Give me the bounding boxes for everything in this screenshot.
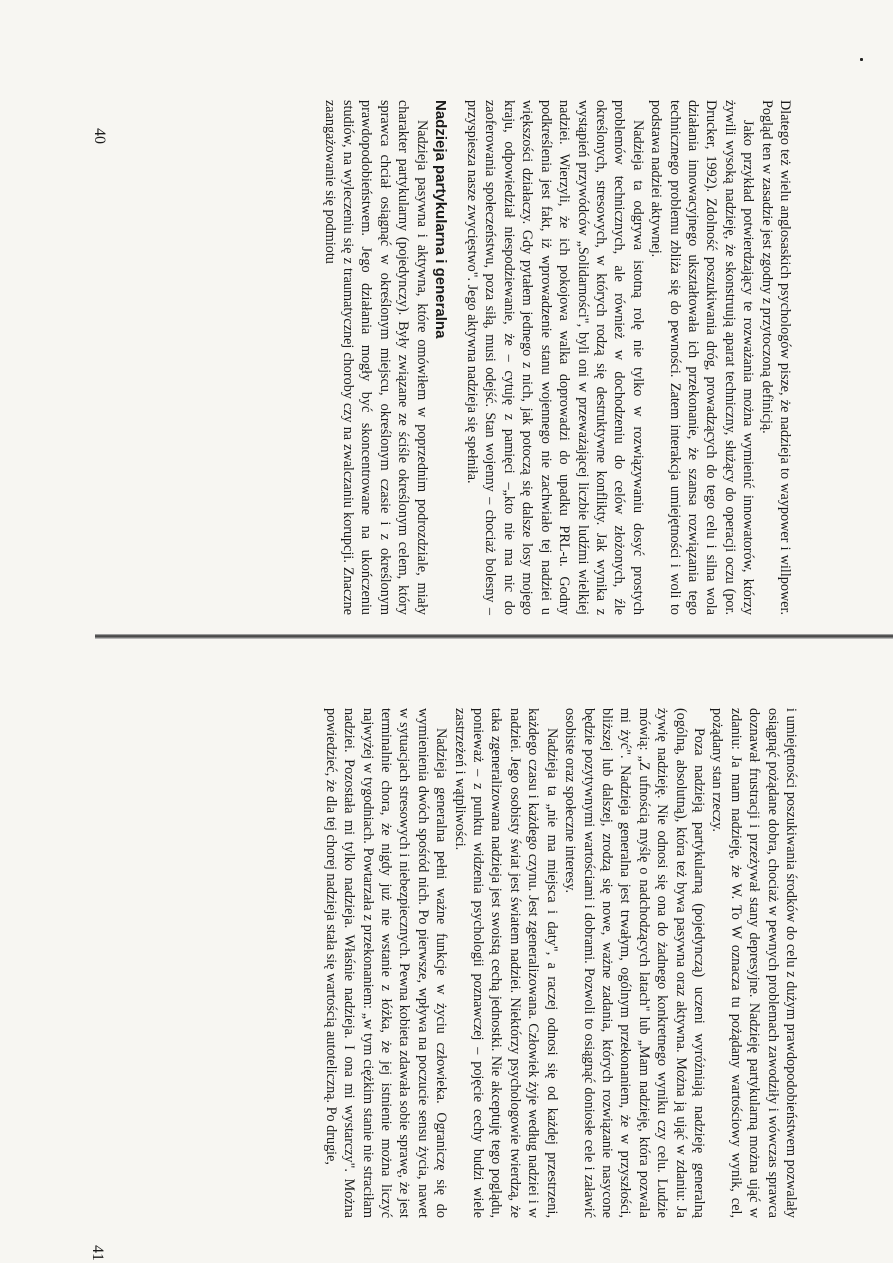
paragraph: Poza nadzieją partykularną (pojedynczą) uczeni wyróżniają nadzieję generalną (ogólną, absolutną), która też bywa pasywna oraz aktywna. Można ją ująć w zdaniu: Ja żywię nadzieję. Nie odnosi się ona do żadnego konkretnego wyniku czy celu. Ludzie mówią: „Z ufnością myślę o nadchodzących latach" lub „Mam nadzieję, która pozwala mi żyć". Nadzieja generalna jest trwałym, ogólnym przekonaniem, że w przyszłości, bliższej lub dalszej, zrodzą się nowe, ważne zadania, których rozwiązanie nasycone będzie pozytywnymi wartościami i dobrami. Pozwoli to osiągnąć doniosłe cele i załawić osobiste oraz społeczne interesy. bbox=[562, 708, 707, 1218]
paragraph: Nadzieja generalna pełni ważne funkcje w życiu człowieka. Ograniczę się do wymienienia dwóch spośród nich. Po pierwsze, wpływa na poczucie sensu życia, nawet w sytuacjach stresowych i niebezpiecznych. Pewna kobieta zdawała sobie sprawę, że jest terminalnie chora, że nigdy już nie wstanie z łóżka, że jej istnienie można liczyć najwyżej w tygodniach. Powtarzała z przekonaniem: „w tym ciężkim stanie nie straciłam nadziei. Pozostała mi tylko nadzieja. Właśnie nadzieja. I ona mi wystarczy". Można powiedzieć, że dla tej chorej nadzieja stała się wartością autoteliczną. Po drugie, bbox=[322, 708, 450, 1218]
paragraph: Jako przykład potwierdzający te rozważania można wymienić innowatorów, którzy żywili wysoką nadzieję, że skonstruują aparat techniczny, służący do operacji oczu (por. Drucker, 1992). Zdolność poszukiwania dróg, prowadzących do tego celu i silna wola działania innowacyjnego ukształtowała ich przekonanie, że szansa rozwiązania tego technicznego problemu zbliża się do pewności. Zatem interakcja umiejętności i woli to podstawa nadziei aktywnej. bbox=[648, 100, 757, 615]
section-heading: Nadzieja partykularna i generalna bbox=[431, 100, 449, 339]
scan-speck bbox=[860, 58, 863, 61]
page-number-41: 41 bbox=[89, 1245, 106, 1261]
paragraph: Dlatego też wielu anglosaskich psychologów pisze, że nadzieja to waypower i willpower. Pogląd ten w zasadzie jest zgodny z przytoczoną definicją. bbox=[758, 100, 793, 615]
paragraph: Nadzieja pasywna i aktywna, które omówiłem w poprzednim podrozdziale, miały charakter partykularny (pojedynczy). Były związane ze ściśle określonym celem, który sprawca chciał osiągnąć w określonym miejscu, określonym czasie i z określonym prawdopodobieństwem. Jego działania mogły być skoncentrowane na ukończeniu studiów, na wyleczeniu się z traumatycznej choroby czy na zwalczaniu korupcji. Znaczne zaangażowanie się podmiotu bbox=[321, 100, 430, 615]
paragraph: Nadzieja ta odgrywa istotną rolę nie tylko w rozwiązywaniu dosyć prostych problemów technicznych, ale również w dochodzeniu do celów złożonych, źle określonych, stresowych, w których rodzą się destruktywne konflikty. Jak wynika z wystąpień przywódców „Solidarności", byli oni w przeważającej liczbie ludźmi wielkiej nadziei. Wierzyli, że ich pokojowa walka doprowadzi do upadku PRL-u. Godny podkreślenia jest fakt, iż wprowadzenie stanu wojennego nie zachwiało tej nadziei u większości działaczy. Gdy pytałem jednego z nich, jak potoczą się dalsze losy mojego kraju, odpowiedział niespodziewanie, że – cytuję z pamięci –„kto nie ma nic do zaoferowania społeczeństwu, poza siłą, musi odejść. Stan wojenny – chociaż bolesny – przyspiesza nasze zwycięstwo". Jego aktywna nadzieja się spełniła. bbox=[464, 100, 646, 615]
book-gutter-fold bbox=[95, 634, 893, 639]
paragraph: Nadzieja ta „nie ma miejsca i daty", a raczej odnosi się od każdej przestrzeni, każdego czasu i każdego czynu. Jest zgeneralizowana. Człowiek żyje według nadziei i w nadziei. Jego osobisty świat jest światem nadziei. Niektórzy psychologowie twierdzą, że taka zgeneralizowana nadzieja jest swoistą cechą jednostki. Nie akceptuję tego poglądu, ponieważ – z punktu widzenia psychologii poznawczej – pojęcie cechy budzi wiele zastrzeżeń i wątpliwości. bbox=[451, 708, 560, 1218]
page-41 bbox=[321, 708, 800, 1218]
page-number-40: 40 bbox=[91, 128, 108, 144]
page-40 bbox=[320, 100, 794, 615]
paragraph: i umiejętności poszukiwania środków do celu z dużym prawdopodobieństwem pozwalały osiągnąć pożądane dobra, chociaż w pewnych problemach zawodziły i wówczas sprawca doznawał frustracji i przeżywał stany depresyjne. Nadzieję partykularną można ująć w zdaniu: Ja mam nadzieję, że W. To W oznacza tu pożądany wartościowy wynik, cel, pożądany stan rzeczy. bbox=[709, 708, 799, 1218]
